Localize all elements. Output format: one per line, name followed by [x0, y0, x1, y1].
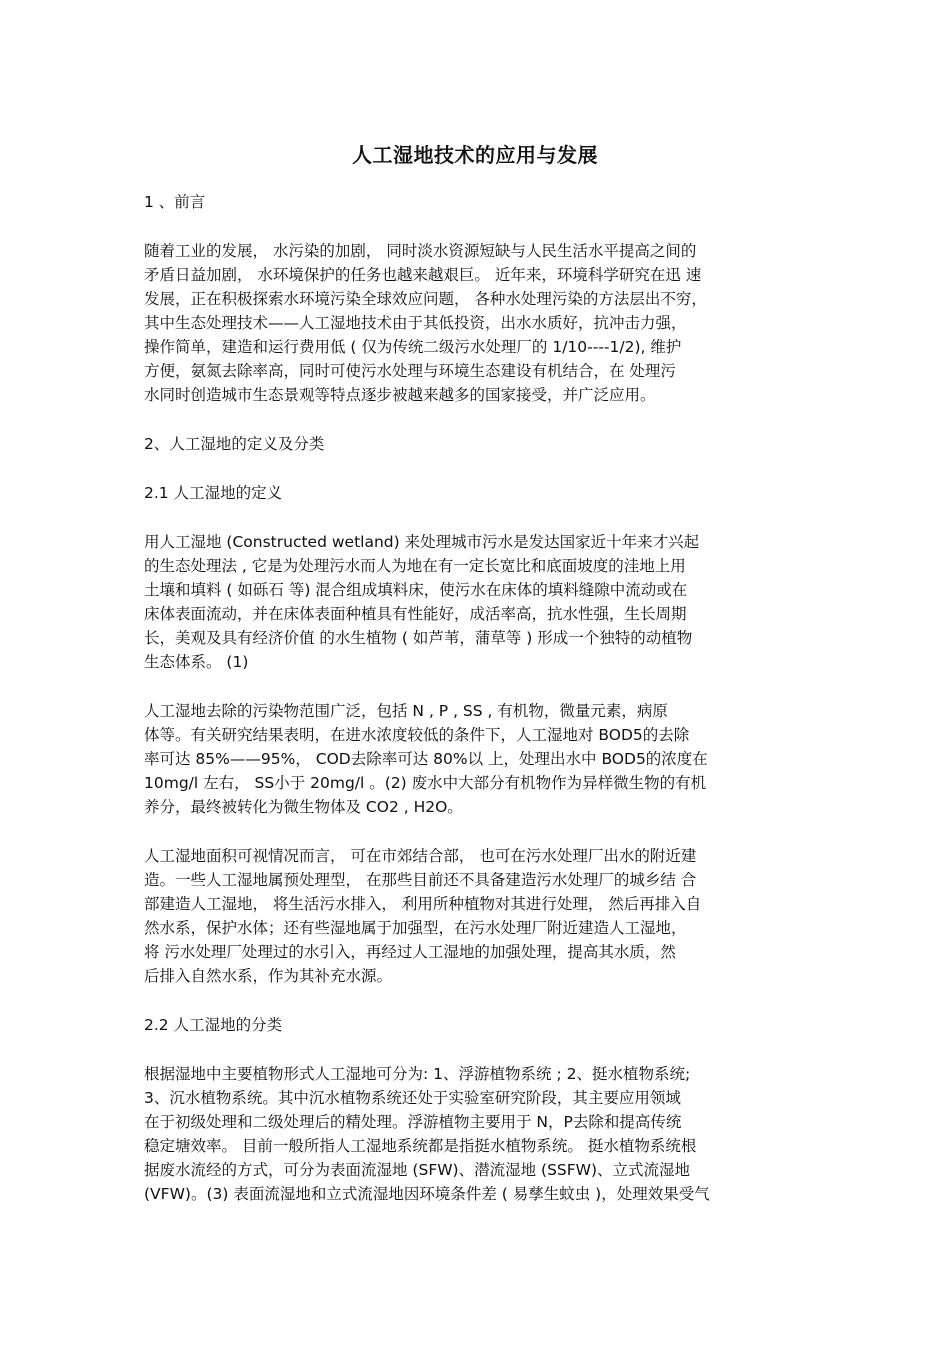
section-heading: [144, 190, 809, 214]
text-line: 人工湿地面积可视情况而言， 可在市郊结合部， 也可在污水处理厂出水的附近建: [144, 847, 697, 865]
section-heading: [144, 481, 809, 505]
paragraph: [144, 239, 809, 407]
text-line: 2.2 人工湿地的分类: [144, 1016, 283, 1034]
text-line: 根据湿地中主要植物形式人工湿地可分为: 1、浮游植物系统 ; 2、挺水植物系统;: [144, 1065, 691, 1083]
text-line: 人工湿地去除的污染物范围广泛，包括 N , P , SS , 有机物，微量元素，病原: [144, 702, 668, 720]
paragraph: [144, 530, 809, 674]
text-line: 部建造人工湿地， 将生活污水排入， 利用所种植物对其进行处理， 然后再排入自: [144, 895, 702, 913]
text-line: 土壤和填料 ( 如砾石 等) 混合组成填料床，使污水在床体的填料缝隙中流动或在: [144, 581, 688, 599]
text-line: 稳定塘效率。 目前一般所指人工湿地系统都是指挺水植物系统。 挺水植物系统根: [144, 1137, 697, 1155]
text-line: 水同时创造城市生态景观等特点逐步被越来越多的国家接受，并广泛应用。: [144, 386, 656, 404]
section-heading: [144, 1013, 809, 1037]
text-line: 方便，氨氮去除率高，同时可使污水处理与环境生态建设有机结合，在 处理污: [144, 362, 676, 380]
text-line: 在于初级处理和二级处理后的精处理。浮游植物主要用于 N，P去除和提高传统: [144, 1113, 682, 1131]
document-title: 人工湿地技术的应用与发展: [352, 143, 598, 168]
text-line: 据废水流经的方式，可分为表面流湿地 (SFW)、潜流湿地 (SSFW)、立式流湿地: [144, 1161, 691, 1179]
text-line: 10mg/l 左右， SS小于 20mg/l 。(2) 废水中大部分有机物作为异样微生物的有机: [144, 774, 707, 792]
text-line: 1 、前言: [144, 193, 206, 211]
section-heading: [144, 432, 809, 456]
paragraph: [144, 699, 809, 819]
text-line: 将 污水处理厂处理过的水引入，再经过人工湿地的加强处理，提高其水质，然: [144, 943, 676, 961]
text-line: 矛盾日益加剧， 水环境保护的任务也越来越艰巨。 近年来，环境科学研究在迅 速: [144, 266, 702, 284]
paragraph: [144, 1062, 809, 1206]
text-line: 用人工湿地 (Constructed wetland) 来处理城市污水是发达国家近十年来才兴起: [144, 533, 700, 551]
text-line: 其中生态处理技术——人工湿地技术由于其低投资，出水水质好，抗冲击力强，: [144, 314, 687, 332]
text-line: 发展，正在积极探索水环境污染全球效应问题， 各种水处理污染的方法层出不穷，: [144, 290, 707, 308]
text-line: 操作简单，建造和运行费用低 ( 仅为传统二级污水处理厂的 1/10----1/2), 维护: [144, 338, 682, 356]
text-line: 后排入自然水系，作为其补充水源。: [144, 967, 393, 985]
text-line: 生态体系。 (1): [144, 653, 249, 671]
text-line: 3、沉水植物系统。其中沉水植物系统还处于实验室研究阶段，其主要应用领域: [144, 1089, 681, 1107]
text-line: 然水系，保护水体；还有些湿地属于加强型，在污水处理厂附近建造人工湿地，: [144, 919, 687, 937]
paragraph: [144, 844, 809, 988]
text-line: 率可达 85%——95%， COD去除率可达 80%以 上，处理出水中 BOD5的浓度在: [144, 750, 708, 768]
text-line: 床体表面流动，并在床体表面种植具有性能好，成活率高，抗水性强，生长周期: [144, 605, 687, 623]
text-line: 长，美观及具有经济价值 的水生植物 ( 如芦苇，蒲草等 ) 形成一个独特的动植物: [144, 629, 693, 647]
text-line: (VFW)。(3) 表面流湿地和立式流湿地因环境条件差 ( 易孳生蚊虫 )，处理效果受气: [144, 1185, 710, 1203]
text-line: 的生态处理法 , 它是为处理污水而人为地在有一定长宽比和底面坡度的洼地上用: [144, 557, 686, 575]
document-body: [144, 190, 809, 1231]
text-line: 造。一些人工湿地属预处理型， 在那些目前还不具备建造污水处理厂的城乡结 合: [144, 871, 697, 889]
text-line: 随着工业的发展， 水污染的加剧， 同时淡水资源短缺与人民生活水平提高之间的: [144, 242, 697, 260]
text-line: 体等。有关研究结果表明，在进水浓度较低的条件下，人工湿地对 BOD5的去除: [144, 726, 690, 744]
text-line: 2、人工湿地的定义及分类: [144, 435, 325, 453]
text-line: 2.1 人工湿地的定义: [144, 484, 283, 502]
text-line: 养分，最终被转化为微生物体及 CO2 , H2O。: [144, 798, 463, 816]
